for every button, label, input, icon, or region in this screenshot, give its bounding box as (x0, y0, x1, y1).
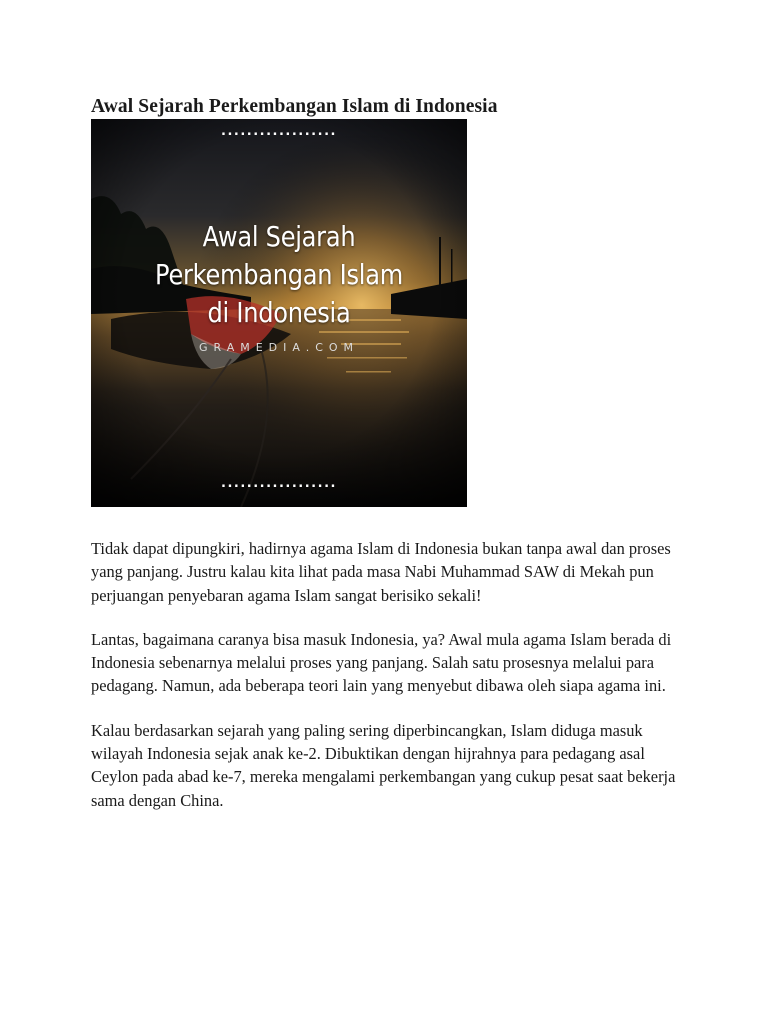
hero-heading-line-2: Perkembangan Islam (155, 258, 403, 291)
hero-heading-line-3: di Indonesia (207, 296, 351, 329)
hero-brand-watermark: GRAMEDIA.COM (198, 341, 360, 354)
document-page (91, 94, 681, 810)
paragraph-1: Tidak dapat dipungkiri, hadirnya agama Islam di Indonesia bukan tanpa awal dan proses yang panjang. Justru kalau kita lihat pada masa Nabi Muhammad SAW di Mekah pun perjuangan penyebaran agama Islam sangat berisiko sekali! (91, 539, 671, 605)
decorative-dots-top: .................. (221, 124, 337, 139)
page-title: Awal Sejarah Perkembangan Islam di Indonesia (91, 96, 498, 117)
paragraph-3: Kalau berdasarkan sejarah yang paling sering diperbincangkan, Islam diduga masuk wilayah Indonesia sejak anak ke-2. Dibuktikan dengan hijrahnya para pedagang asal Ceylon pada abad ke-7, mereka mengalami perkembangan yang cukup pesat saat bekerja sama dengan China. (91, 720, 676, 810)
paragraph-2: Lantas, bagaimana caranya bisa masuk Indonesia, ya? Awal mula agama Islam berada di Indonesia sebenarnya melalui proses yang panjang. Salah satu prosesnya melalui para pedagang. Namun, ada beberapa teori lain yang menyebut dibawa oleh siapa agama ini. (91, 629, 672, 696)
decorative-dots-bottom: .................. (221, 476, 337, 491)
hero-heading-line-1: Awal Sejarah (202, 220, 356, 253)
article-body (91, 537, 681, 833)
hero-image (91, 119, 467, 507)
